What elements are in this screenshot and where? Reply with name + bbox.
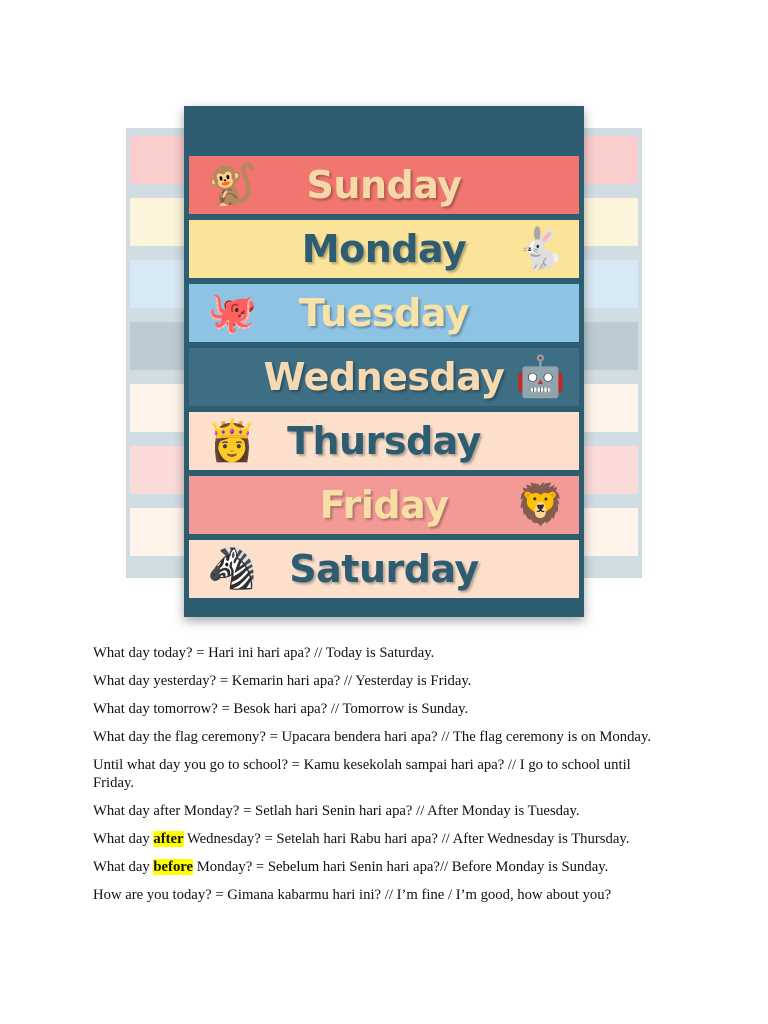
day-label: Wednesday [263, 355, 505, 399]
poster-title: Days of the Week [279, 118, 489, 144]
line-text: What day [93, 859, 154, 875]
octopus-icon: 🐙 [207, 290, 257, 336]
princess-icon: 👸 [207, 418, 257, 464]
highlighted-word: after [153, 831, 184, 847]
highlighted-word: before [153, 859, 194, 875]
days-of-week-poster [184, 106, 584, 617]
line-text: What day the flag ceremony? = Upacara bendera hari apa? // The flag ceremony is on Monday. [93, 729, 652, 745]
shadow-band [130, 136, 192, 184]
line-text: What day tomorrow? = Besok hari apa? // Tomorrow is Sunday. [93, 701, 469, 717]
text-line [93, 886, 673, 904]
poster-image [120, 100, 648, 638]
line-text: What day today? = Hari ini hari apa? // Today is Saturday. [93, 645, 435, 661]
line-text-continued: Monday? = Sebelum hari Senin hari apa?// Before Monday is Sunday. [193, 859, 609, 875]
text-line [93, 728, 673, 746]
shadow-band [130, 260, 192, 308]
day-band-monday [189, 220, 579, 278]
text-line [93, 830, 673, 848]
text-line [93, 858, 673, 876]
day-band-saturday [189, 540, 579, 598]
text-line [93, 756, 673, 792]
day-band-friday [189, 476, 579, 534]
line-text: What day [93, 831, 154, 847]
day-label: Saturday [289, 547, 479, 591]
shadow-band [130, 322, 192, 370]
day-band-thursday [189, 412, 579, 470]
text-lines [93, 644, 673, 914]
day-label: Monday [301, 227, 467, 271]
day-label: Thursday [287, 419, 481, 463]
rabbit-icon: 🐇 [515, 226, 565, 272]
line-text: Until what day you go to school? = Kamu kesekolah sampai hari apa? // I go to school until Friday. [93, 757, 631, 791]
line-text: What day after Monday? = Setlah hari Senin hari apa? // After Monday is Tuesday. [93, 803, 580, 819]
text-line [93, 700, 673, 718]
monkey-icon: 🐒 [207, 162, 257, 208]
line-text: What day yesterday? = Kemarin hari apa? // Yesterday is Friday. [93, 673, 472, 689]
text-line [93, 672, 673, 690]
shadow-band [130, 508, 192, 556]
day-band-tuesday [189, 284, 579, 342]
day-label: Sunday [306, 163, 462, 207]
line-text: How are you today? = Gimana kabarmu hari ini? // I’m fine / I’m good, how about you? [93, 887, 612, 903]
shadow-band [130, 446, 192, 494]
text-line [93, 802, 673, 820]
zebra-icon: 🦓 [207, 546, 257, 592]
line-text-continued: Wednesday? = Setelah hari Rabu hari apa? // After Wednesday is Thursday. [183, 831, 630, 847]
shadow-band [130, 198, 192, 246]
robot-icon: 🤖 [515, 354, 565, 400]
day-label: Tuesday [298, 291, 470, 335]
lion-icon: 🦁 [515, 482, 565, 528]
poster-title-band [189, 111, 579, 151]
poster-footer [184, 603, 584, 617]
shadow-band [130, 384, 192, 432]
day-band-sunday [189, 156, 579, 214]
day-band-wednesday [189, 348, 579, 406]
day-label: Friday [319, 483, 449, 527]
text-line [93, 644, 673, 662]
